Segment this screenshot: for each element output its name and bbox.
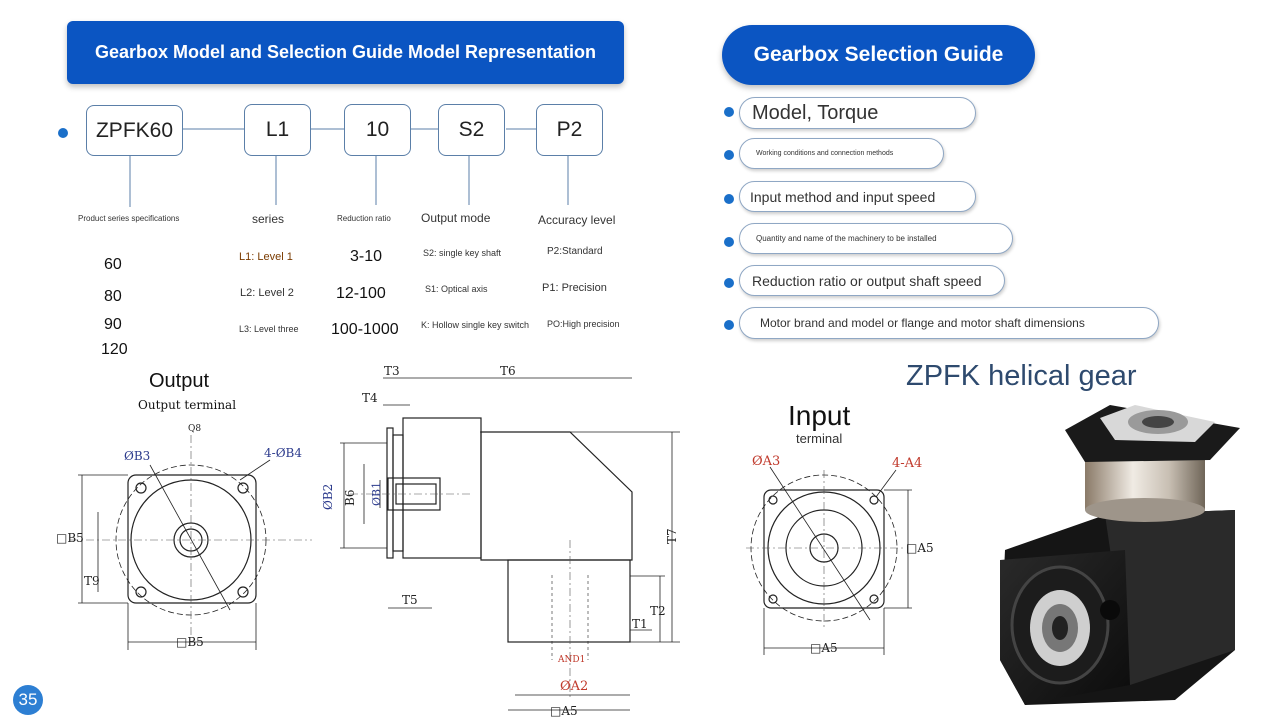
code-box-series-spec: ZPFK60 <box>86 105 183 156</box>
dim-b3: ØB3 <box>124 449 151 463</box>
dim-b6: B6 <box>343 489 357 506</box>
dim-t1: T1 <box>632 617 648 631</box>
selection-bullet <box>724 150 734 160</box>
code-leaders <box>0 155 640 215</box>
selection-item: Reduction ratio or output shaft speed <box>739 265 1005 296</box>
size-value: 90 <box>104 316 122 333</box>
label-output-mode: Output mode <box>421 211 491 225</box>
series-option: L2: Level 2 <box>240 287 294 299</box>
label-series: series <box>252 212 285 226</box>
ratio-option: 100-1000 <box>331 321 399 338</box>
dim-a5: □A5 <box>550 704 578 718</box>
series-option: L3: Level three <box>239 324 299 334</box>
selection-item: Model, Torque <box>739 97 976 129</box>
dim-b1: ØB1 <box>370 481 383 506</box>
side-view-drawing <box>320 360 700 720</box>
selection-item: Motor brand and model or flange and motor shaft dimensions <box>739 307 1159 339</box>
size-value: 60 <box>104 256 122 273</box>
output-option: S2: single key shaft <box>423 248 502 258</box>
dim-b5-side: □B5 <box>56 531 84 545</box>
input-view-title: Input <box>788 400 851 431</box>
dim-t2: T2 <box>650 604 666 618</box>
dim-b2: ØB2 <box>321 483 335 510</box>
selection-item: Working conditions and connection methods <box>739 138 944 169</box>
dim-t4: T4 <box>362 391 378 405</box>
selection-bullet <box>724 194 734 204</box>
right-header: Gearbox Selection Guide <box>722 25 1035 85</box>
selection-bullet <box>724 237 734 247</box>
ratio-option: 12-100 <box>336 285 386 302</box>
dim-t5: T5 <box>402 593 418 607</box>
output-view-title: Output <box>149 370 210 392</box>
dim-and1: AND1 <box>558 655 586 665</box>
product-title: ZPFK helical gear <box>906 360 1137 392</box>
output-view-subtitle: Output terminal <box>138 398 237 412</box>
dim-t3: T3 <box>384 364 400 378</box>
dim-b5-bottom: □B5 <box>176 635 204 649</box>
accuracy-option: P1: Precision <box>542 282 607 294</box>
selection-bullet <box>724 278 734 288</box>
dim-a2: ØA2 <box>560 679 589 694</box>
size-value: 80 <box>104 288 122 305</box>
code-box-accuracy: P2 <box>536 104 603 156</box>
dim-a4: 4-A4 <box>892 456 923 471</box>
output-view-drawing <box>50 420 330 655</box>
selection-item: Quantity and name of the machinery to be installed <box>739 223 1013 254</box>
selection-bullet <box>724 107 734 117</box>
label-accuracy: Accuracy level <box>538 213 616 227</box>
dim-a5-bottom: □A5 <box>810 641 838 655</box>
code-box-series: L1 <box>244 104 311 156</box>
accuracy-option: P2:Standard <box>547 246 603 257</box>
input-view-subtitle: terminal <box>796 431 843 446</box>
dim-a5-side: □A5 <box>906 541 934 555</box>
size-value: 120 <box>101 341 128 358</box>
output-option: K: Hollow single key switch <box>421 320 530 330</box>
dim-t6: T6 <box>500 364 516 378</box>
gearbox-product-image <box>995 400 1245 715</box>
label-ratio: Reduction ratio <box>337 214 391 223</box>
dim-t7: T7 <box>665 528 679 544</box>
dim-q8: Q8 <box>188 424 202 434</box>
output-option: S1: Optical axis <box>425 284 488 294</box>
label-series-spec: Product series specifications <box>78 214 180 223</box>
input-view-drawing <box>740 445 950 660</box>
code-box-ratio: 10 <box>344 104 411 156</box>
accuracy-option: PO:High precision <box>547 319 620 329</box>
selection-item: Input method and input speed <box>739 181 976 212</box>
left-header: Gearbox Model and Selection Guide Model Representation <box>67 21 624 84</box>
dim-a3: ØA3 <box>752 454 781 469</box>
ratio-option: 3-10 <box>350 248 383 265</box>
selection-bullet <box>724 320 734 330</box>
dim-b4: 4-ØB4 <box>264 446 302 460</box>
page-number-badge: 35 <box>13 685 43 715</box>
code-box-output: S2 <box>438 104 505 156</box>
model-code-bullet <box>58 128 68 138</box>
dim-t9: T9 <box>84 574 100 588</box>
series-option: L1: Level 1 <box>239 251 293 263</box>
